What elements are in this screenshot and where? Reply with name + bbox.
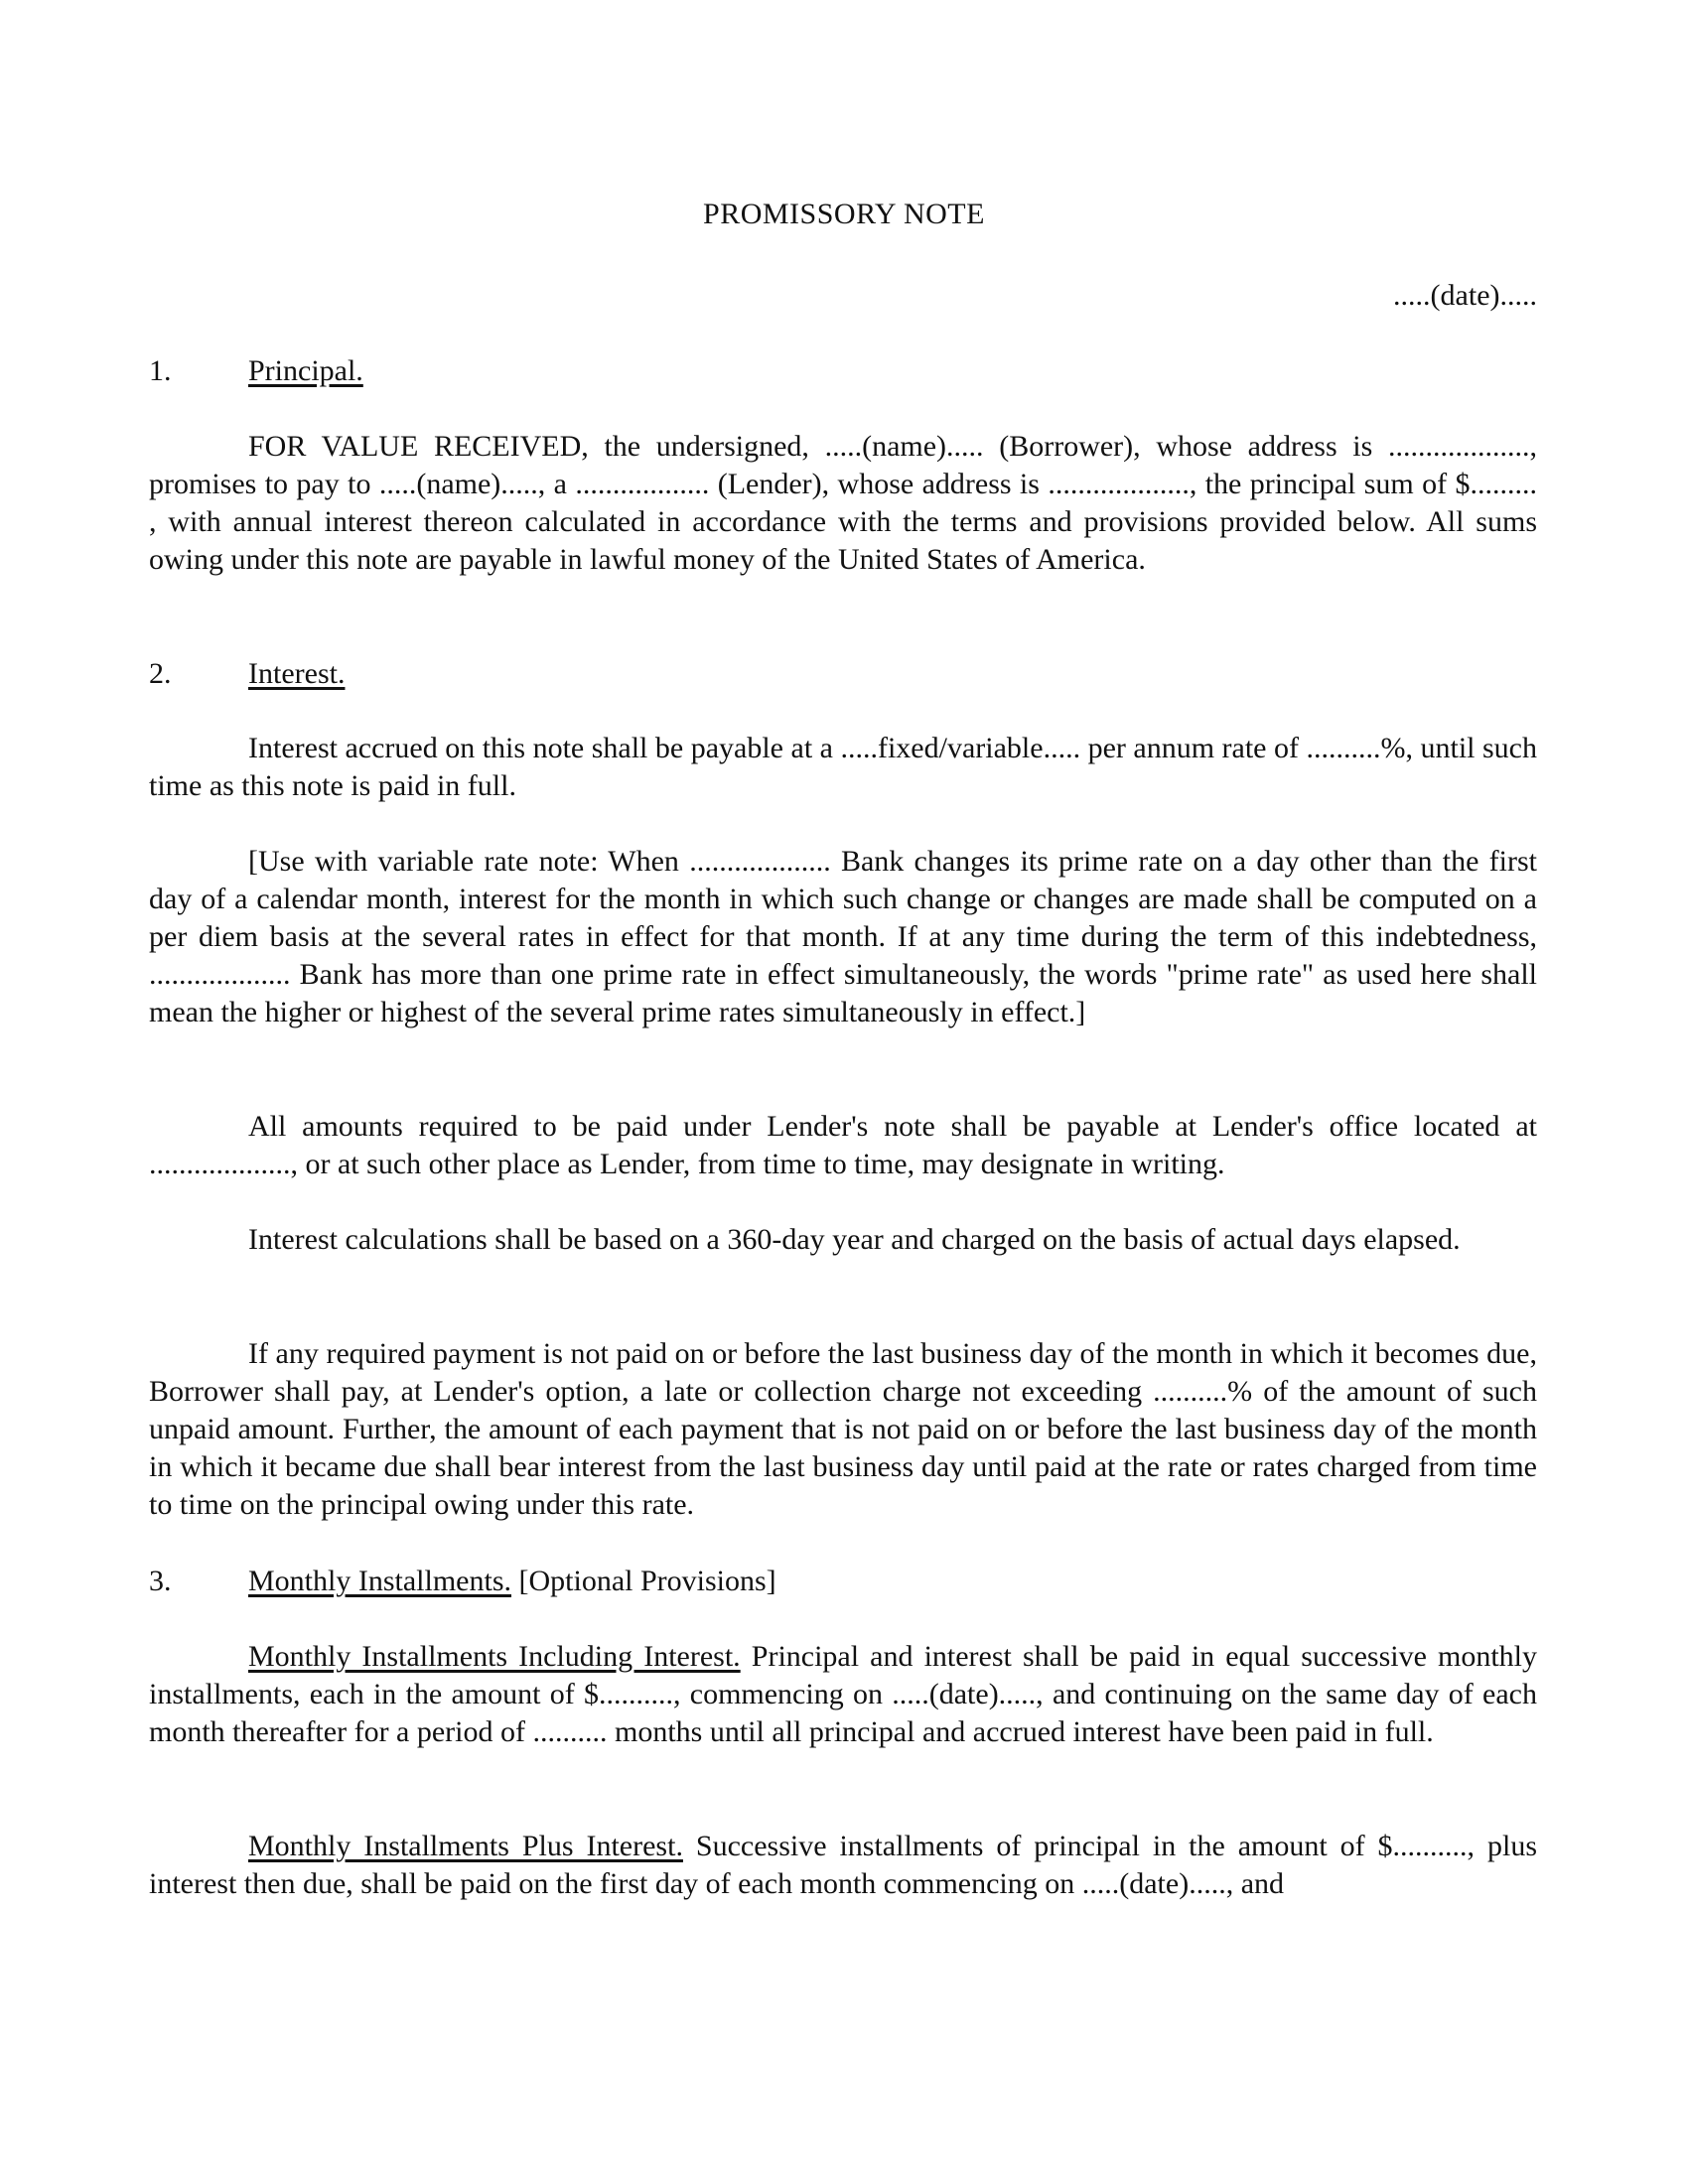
paragraph-lead: Monthly Installments Plus Interest. (248, 1830, 683, 1862)
paragraph-lead: Monthly Installments Including Interest. (248, 1640, 741, 1673)
section-title-note: [Optional Provisions] (511, 1565, 776, 1597)
paragraph-interest-rate: Interest accrued on this note shall be payable at a .....fixed/variable..... per annum rate of ..........%, until such time as this note is paid in full. (149, 732, 1537, 802)
document-title: PROMISSORY NOTE (703, 198, 985, 230)
paragraph-principal: FOR VALUE RECEIVED, the undersigned, .....(name)..... (Borrower), whose address is ..................., promises to pay to .....(name)....., a .................. (Lender), whose address is ..................., the principal sum of $......... , with annual interest thereon calculated in accordance with the terms and provisions provided below. All sums owing under this note are payable in lawful money of the United States of America. (149, 430, 1537, 576)
paragraph-installments-including-interest (149, 1638, 1537, 1751)
paragraph-installments-plus-interest (149, 1828, 1537, 1903)
section-heading-principal (149, 352, 1537, 390)
section-heading-interest (149, 655, 1537, 693)
section-heading-monthly-installments (149, 1563, 1537, 1600)
section-title: Principal. (248, 354, 363, 387)
paragraph-variable-rate: [Use with variable rate note: When ................... Bank changes its prime rate on a day other than the first day of a calendar month, interest for the month in which such change or changes are made shall be computed on a per diem basis at the several rates in effect for that month. If at any time during the term of this indebtedness, ................... Bank has more than one prime rate in effect simultaneously, the words "prime rate" as used here shall mean the higher or highest of the several prime rates simultaneously in effect.] (149, 845, 1537, 1028)
section-number: 1. (149, 354, 172, 387)
document-date: .....(date)..... (1393, 279, 1537, 312)
paragraph-late-charge: If any required payment is not paid on or before the last business day of the month in which it becomes due, Borrower shall pay, at Lender's option, a late or collection charge not exceeding ..........% of the amount of such unpaid amount. Further, the amount of each payment that is not paid on or before the last business day of the month in which it became due shall bear interest from the last business day until paid at the rate or rates charged from time to time on the principal owing under this rate. (149, 1337, 1537, 1521)
paragraph-interest-calculation: Interest calculations shall be based on a 360-day year and charged on the basis of actual days elapsed. (248, 1223, 1461, 1256)
paragraph-payment-place: All amounts required to be paid under Lender's note shall be payable at Lender's office located at ..................., or at such other place as Lender, from time to time, may designate in writing. (149, 1110, 1537, 1180)
paragraph-text: Principal and interest shall be paid in equal successive monthly installments, each in the amount of $.........., commencing on .....(date)....., and continuing on the same day of each month thereafter for a period of .......... months until all principal and accrued interest have been paid in full. (149, 1640, 1538, 1748)
section-title: Interest. (248, 657, 346, 690)
paragraph-text: Successive installments of principal in the amount of $.........., plus interest then due, shall be paid on the first day of each month commencing on .....(date)....., and (149, 1830, 1538, 1900)
section-title: Monthly Installments. (248, 1565, 511, 1597)
section-number: 2. (149, 657, 172, 690)
section-number: 3. (149, 1565, 172, 1597)
